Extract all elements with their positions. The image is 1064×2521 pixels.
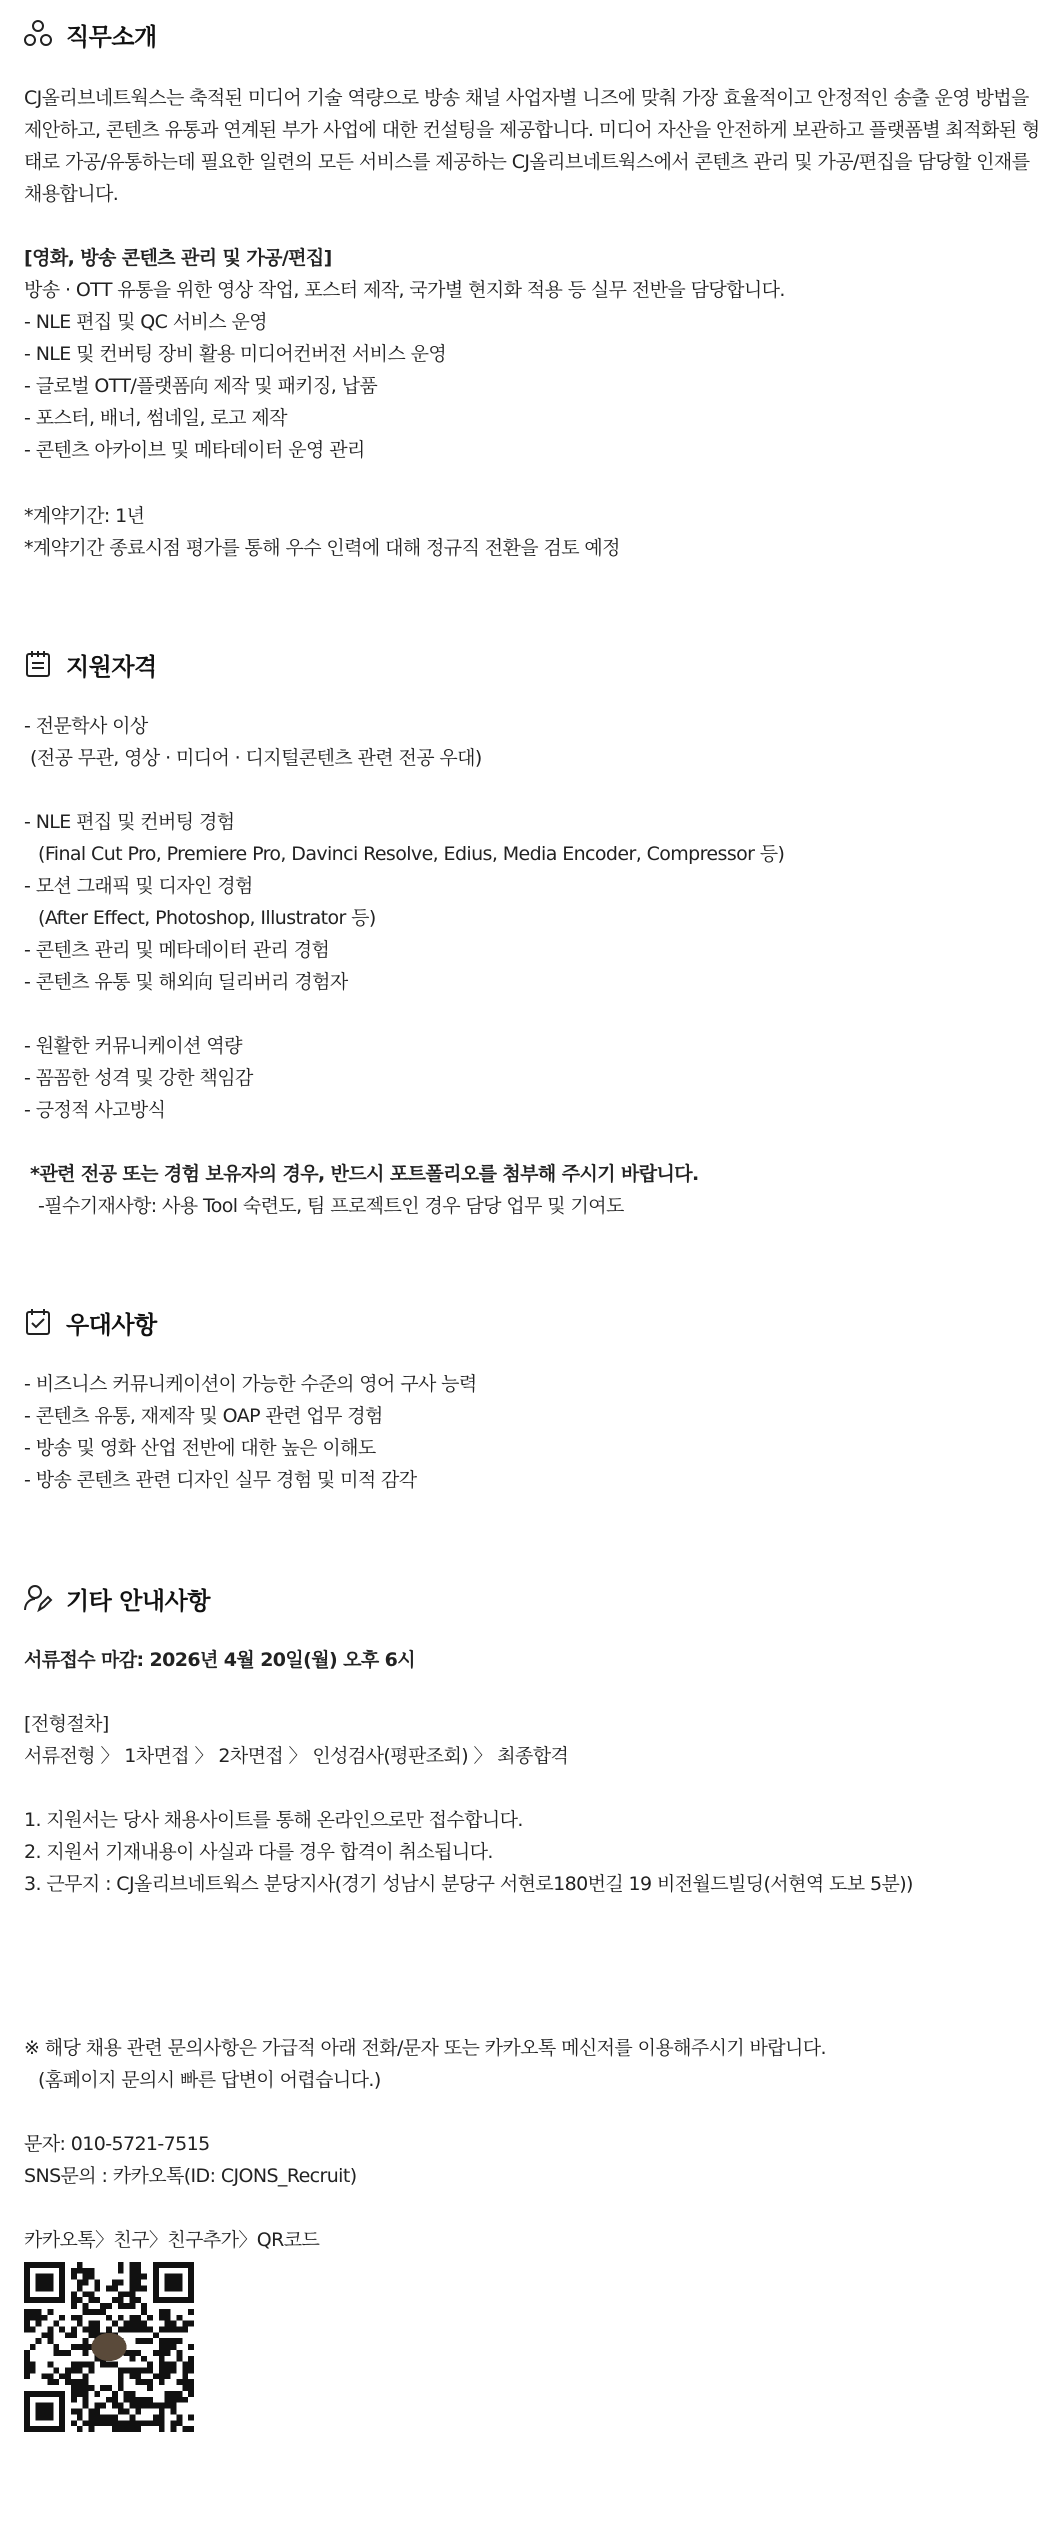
preferred-list bbox=[24, 1368, 1044, 1496]
list-item: - 원활한 커뮤니케이션 역량 bbox=[24, 1035, 242, 1057]
section-header-job-intro bbox=[22, 14, 157, 54]
section-header-qualifications bbox=[22, 644, 157, 684]
process-label: [전형절차] bbox=[24, 1713, 109, 1735]
nodes-icon bbox=[22, 18, 54, 50]
application-deadline: 서류접수 마감: 2026년 4월 20일(월) 오후 6시 bbox=[24, 1649, 416, 1671]
section-title: 우대사항 bbox=[66, 1310, 157, 1339]
list-item: - 콘텐츠 유통 및 해외向 딜리버리 경험자 bbox=[24, 971, 348, 993]
portfolio-detail: -필수기재사항: 사용 Tool 숙련도, 팀 프로젝트인 경우 담당 업무 및 기여도 bbox=[38, 1195, 624, 1217]
list-item: - 방송 및 영화 산업 전반에 대한 높은 이해도 bbox=[24, 1437, 376, 1459]
list-item: - NLE 편집 및 컨버팅 경험 bbox=[24, 811, 235, 833]
list-item: - NLE 및 컨버팅 장비 활용 미디어컨버전 서비스 운영 bbox=[24, 343, 447, 365]
section-header-other-info bbox=[22, 1578, 210, 1618]
job-subheading: [영화, 방송 콘텐츠 관리 및 가공/편집] bbox=[24, 247, 332, 269]
list-item: (전공 무관, 영상 · 미디어 · 디지털콘텐츠 관련 전공 우대) bbox=[30, 747, 482, 769]
list-item: - NLE 편집 및 QC 서비스 운영 bbox=[24, 311, 267, 333]
sms-contact: 문자: 010-5721-7515 bbox=[24, 2133, 210, 2155]
notepad-icon bbox=[22, 648, 54, 680]
qualification-experience bbox=[24, 806, 1044, 998]
qr-label-block bbox=[24, 2224, 1044, 2256]
qualification-education bbox=[24, 710, 1044, 774]
calendar-check-icon bbox=[22, 1306, 54, 1338]
portfolio-notes bbox=[24, 1158, 1044, 1222]
selection-process bbox=[24, 1708, 1044, 1772]
sns-contact: SNS문의 : 카카오톡(ID: CJONS_Recruit) bbox=[24, 2165, 357, 2187]
contact-note-sub: (홈페이지 문의시 빠른 답변이 어렵습니다.) bbox=[38, 2069, 381, 2091]
section-title: 기타 안내사항 bbox=[66, 1586, 210, 1615]
list-item: - 콘텐츠 아카이브 및 메타데이터 운영 관리 bbox=[24, 439, 365, 461]
section-title: 지원자격 bbox=[66, 652, 157, 681]
notice-item: 3. 근무지 : CJ올리브네트웍스 분당지사(경기 성남시 분당구 서현로180번길 19 비전월드빌딩(서현역 도보 5분)) bbox=[24, 1873, 913, 1895]
section-title: 직무소개 bbox=[66, 22, 157, 51]
portfolio-note: *관련 전공 또는 경험 보유자의 경우, 반드시 포트폴리오를 첨부해 주시기 바랍니다. bbox=[30, 1163, 699, 1185]
list-item: (Final Cut Pro, Premiere Pro, Davinci Resolve, Edius, Media Encoder, Compressor 등) bbox=[38, 843, 785, 865]
section-header-preferred bbox=[22, 1302, 157, 1342]
list-item: - 모션 그래픽 및 디자인 경험 bbox=[24, 875, 253, 897]
process-steps: 서류전형 〉 1차면접 〉 2차면접 〉 인성검사(평판조회) 〉 최종합격 bbox=[24, 1745, 569, 1767]
list-item: - 글로벌 OTT/플랫폼向 제작 및 패키징, 납품 bbox=[24, 375, 378, 397]
application-notices bbox=[24, 1804, 1044, 1900]
notice-item: 2. 지원서 기재내용이 사실과 다를 경우 합격이 취소됩니다. bbox=[24, 1841, 493, 1863]
list-item: - 콘텐츠 관리 및 메타데이터 관리 경험 bbox=[24, 939, 330, 961]
contact-block bbox=[24, 2032, 1044, 2096]
qr-code-icon bbox=[24, 2262, 194, 2432]
contact-channels bbox=[24, 2128, 1044, 2192]
list-item: - 비즈니스 커뮤니케이션이 가능한 수준의 영어 구사 능력 bbox=[24, 1373, 477, 1395]
kakaotalk-qr-code bbox=[24, 2262, 194, 2432]
list-item: - 전문학사 이상 bbox=[24, 715, 148, 737]
list-item: - 꼼꼼한 성격 및 강한 책임감 bbox=[24, 1067, 253, 1089]
job-duties bbox=[24, 242, 1044, 466]
application-deadline-block bbox=[24, 1644, 1044, 1676]
contract-note: *계약기간: 1년 bbox=[24, 505, 145, 527]
notice-item: 1. 지원서는 당사 채용사이트를 통해 온라인으로만 접수합니다. bbox=[24, 1809, 523, 1831]
qualification-traits bbox=[24, 1030, 1044, 1126]
list-item: - 긍정적 사고방식 bbox=[24, 1099, 166, 1121]
list-item: - 포스터, 배너, 썸네일, 로고 제작 bbox=[24, 407, 287, 429]
list-item: (After Effect, Photoshop, Illustrator 등) bbox=[38, 907, 376, 929]
contract-notes bbox=[24, 500, 1044, 564]
list-item: - 방송 콘텐츠 관련 디자인 실무 경험 및 미적 감각 bbox=[24, 1469, 417, 1491]
contract-note: *계약기간 종료시점 평가를 통해 우수 인력에 대해 정규직 전환을 검토 예정 bbox=[24, 537, 620, 559]
list-item: - 콘텐츠 유통, 재제작 및 OAP 관련 업무 경험 bbox=[24, 1405, 383, 1427]
contact-note: ※ 해당 채용 관련 문의사항은 가급적 아래 전화/문자 또는 카카오톡 메신저를 이용해주시기 바랍니다. bbox=[24, 2037, 826, 2059]
job-intro-body bbox=[24, 82, 1044, 210]
qr-label: 카카오톡〉친구〉친구추가〉QR코드 bbox=[24, 2229, 320, 2251]
job-intro-paragraph: CJ올리브네트웍스는 축적된 미디어 기술 역량으로 방송 채널 사업자별 니즈에 맞춰 가장 효율적이고 안정적인 송출 운영 방법을 제안하고, 콘텐츠 유통과 연계된 부가 사업에 대한 컨설팅을 제공합니다. 미디어 자산을 안전하게 보관하고 플랫폼별 최적화된 형태로 가공/유통하는데 필요한 일련의 모든 서비스를 제공하는 CJ올리브네트웍스에서 콘텐츠 관리 및 가공/편집을 담당할 인재를 채용합니다. bbox=[24, 87, 1040, 205]
job-summary: 방송 · OTT 유통을 위한 영상 작업, 포스터 제작, 국가별 현지화 적용 등 실무 전반을 담당합니다. bbox=[24, 279, 785, 301]
person-edit-icon bbox=[22, 1582, 54, 1614]
